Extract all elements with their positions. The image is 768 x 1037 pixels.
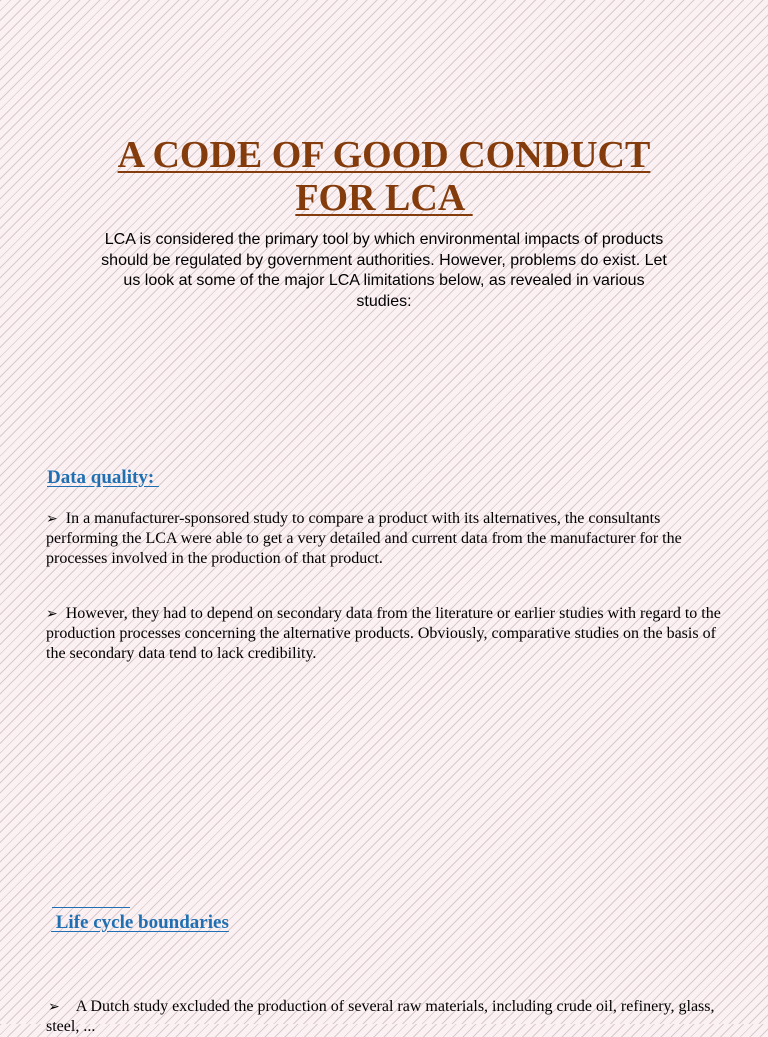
section-heading-life-cycle-boundaries: Life cycle boundaries <box>51 912 229 933</box>
title-line-2: FOR LCA <box>295 177 473 219</box>
bullet-paragraph <box>46 604 722 664</box>
section-heading-data-quality: Data quality: <box>47 467 159 488</box>
bullet-text: A Dutch study excluded the production of several raw materials, including crude oil, refinery, glass, steel, ... <box>46 998 715 1035</box>
arrow-bullet-icon: ➢ <box>48 999 60 1015</box>
bullet-paragraph <box>46 997 722 1037</box>
bullet-text: However, they had to depend on secondary data from the literature or earlier studies with regard to the production processes concerning the alternative products. Obviously, comparative studies on the basis of the secondary data tend to lack credibility. <box>46 605 721 662</box>
heading-divider <box>52 907 130 908</box>
bullet-paragraph <box>46 509 722 569</box>
bullet-text: In a manufacturer-sponsored study to compare a product with its alternatives, the consultants performing the LCA were able to get a very detailed and current data from the manufacturer for the processes involved in the production of that product. <box>46 510 682 567</box>
arrow-bullet-icon: ➢ <box>46 511 58 527</box>
page-title <box>0 134 768 220</box>
title-line-1: A CODE OF GOOD CONDUCT <box>117 134 651 176</box>
arrow-bullet-icon: ➢ <box>46 606 58 622</box>
intro-paragraph: LCA is considered the primary tool by which environmental impacts of products should be regulated by government authorities. However, problems do exist. Let us look at some of the major LCA limitations below, as revealed in various studies: <box>101 231 667 310</box>
